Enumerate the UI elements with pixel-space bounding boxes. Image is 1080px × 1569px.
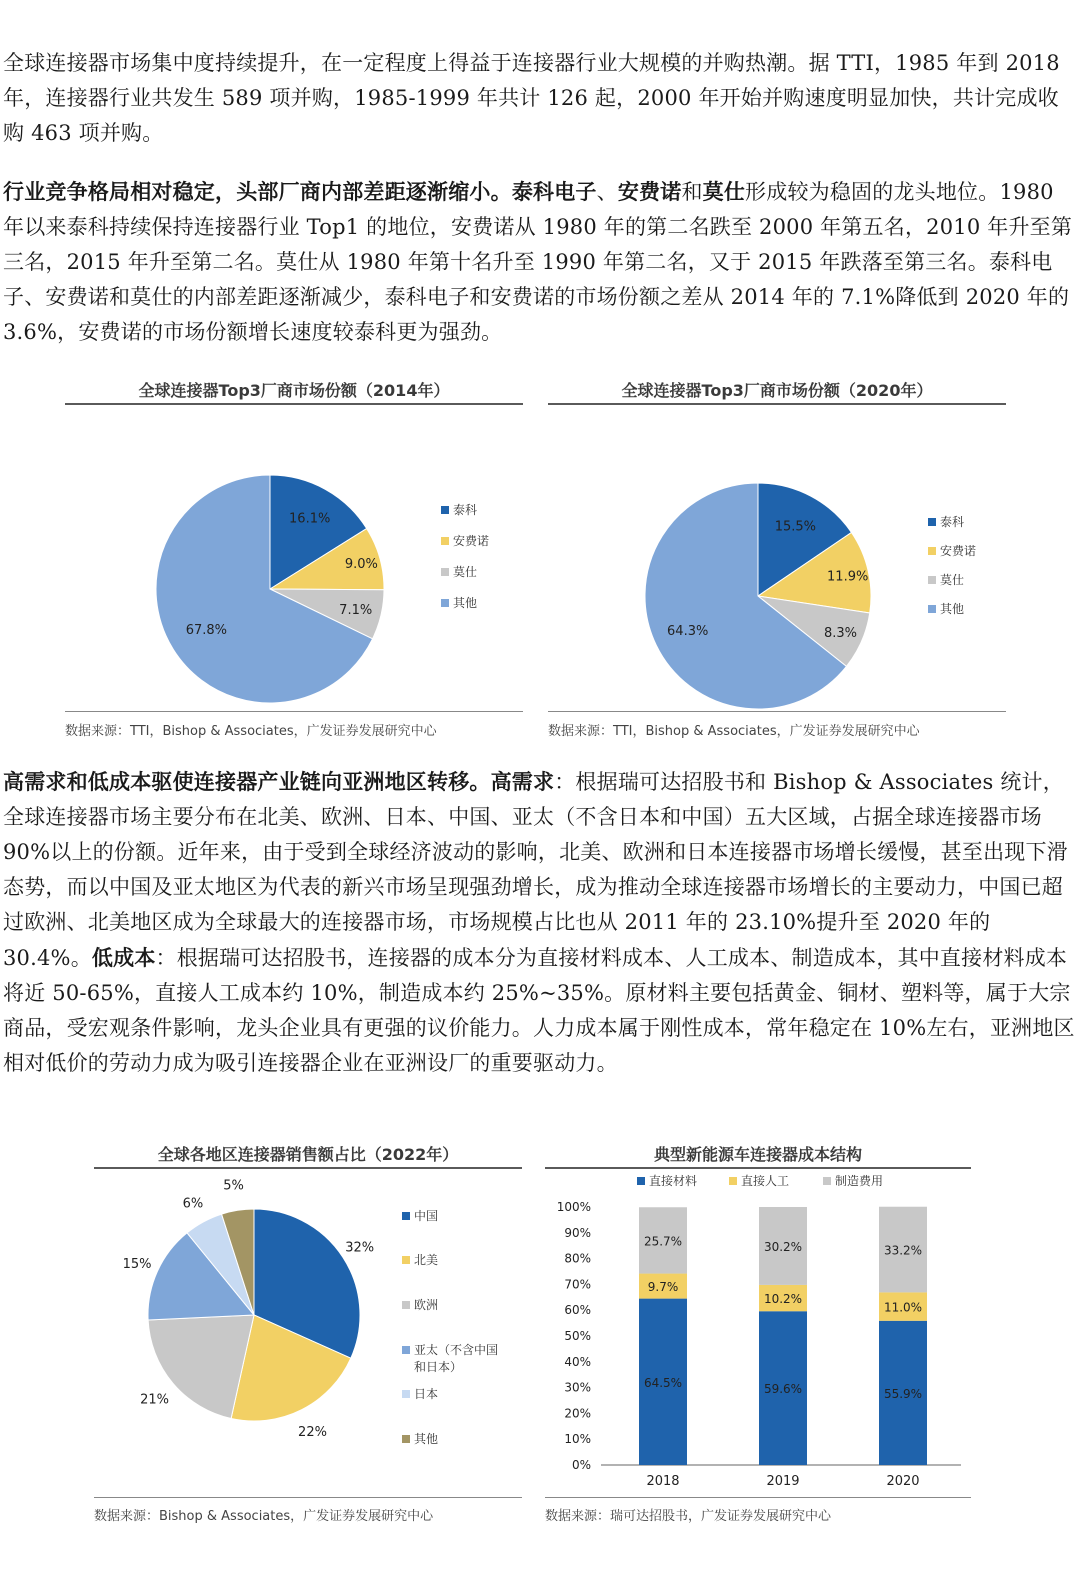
paragraph-text: ：根据瑞可达招股书，连接器的成本分为直接材料成本、人工成本、制造成本，其中直接材料成本将近 50-65%，直接人工成本约 10%，制造成本约 25%~35%。原材料主要包括黄金、铜材、塑料等，属于大宗商品，受宏观条件影响，龙头企业具有更强的议价能力。人力成本属于刚性成本，常年稳定在 10%左右，亚洲地区相对低价的劳动力成为吸引连接器企业在亚洲设厂的重要驱动力。: [3, 946, 1075, 1075]
text-sep: 、: [596, 180, 618, 204]
data-label: 6%: [182, 1196, 204, 1212]
legend-swatch: [928, 518, 936, 526]
legend-item: 其他: [940, 602, 965, 616]
legend-swatch: [729, 1177, 737, 1185]
legend-item: 其他: [453, 596, 478, 610]
paragraph-lead: 高需求和低成本驱使连接器产业链向亚洲地区转移。: [3, 769, 491, 794]
pie-slices: [156, 475, 384, 703]
source-rule: [94, 1497, 522, 1498]
legend-swatch: [402, 1346, 410, 1354]
bar-data-label: 55.9%: [883, 1386, 923, 1401]
data-label: 67.8%: [185, 622, 228, 638]
text-sep: 和: [681, 180, 703, 204]
legend-item: 其他: [414, 1432, 439, 1446]
data-label: 64.3%: [667, 623, 709, 639]
paragraph-text: 形成较为稳固的龙头地位。1980 年以来泰科持续保持连接器行业 Top1 的地位，安费诺从 1980 年的第二名跌至 2000 年第五名，2010 年升至第三名，2015 年升至第二名。莫仕从 1980 年第十名升至 1990 年第二名，又于 2015 年跌落至第三名。泰科电子、安费诺和莫仕的内部差距逐渐减少，泰科电子和安费诺的市场份额之差从 2014 年的 7.1%降低到 2020 年的 3.6%，安费诺的市场份额增长速度较泰科更为强劲。: [3, 180, 1073, 344]
data-label: 7.1%: [339, 603, 373, 618]
source-rule: [545, 1497, 971, 1498]
company-molex: 莫仕: [702, 179, 746, 204]
company-tyco: 泰科电子: [511, 179, 597, 204]
data-label: 9.0%: [344, 557, 378, 573]
paragraph-lead: 行业竞争格局相对稳定，头部厂商内部差距逐渐缩小。: [3, 179, 512, 204]
paragraph-text: 全球连接器市场集中度持续提升，在一定程度上得益于连接器行业大规模的并购热潮。据 TTI，1985 年到 2018 年，连接器行业共发生 589 项并购，1985-1999 年共计 126 起，2000 年开始并购速度明显加快，共计完成收购 463 项并购。: [3, 51, 1060, 145]
figure-cost-structure: [545, 1140, 971, 1530]
y-tick-label: 40%: [564, 1354, 591, 1369]
data-label: 5%: [223, 1178, 244, 1194]
chart-title: 全球各地区连接器销售额占比（2022年）: [157, 1145, 459, 1164]
y-tick-label: 100%: [556, 1200, 591, 1214]
data-label: 22%: [298, 1425, 327, 1441]
stacked-bar-chart: [545, 1170, 971, 1497]
legend-swatch: [441, 599, 449, 607]
pie-chart-regions: [94, 1170, 522, 1495]
x-tick-label: 2018: [646, 1474, 680, 1489]
x-axis: [646, 1474, 919, 1489]
y-tick-label: 30%: [564, 1380, 591, 1395]
chart-source: 数据来源：瑞可达招股书，广发证券发展研究中心: [545, 1509, 832, 1524]
legend-swatch: [402, 1212, 410, 1220]
bar-series: [639, 1207, 927, 1465]
legend-swatch: [823, 1177, 831, 1185]
legend-item: 泰科: [940, 515, 965, 529]
figure-pie-regions: [94, 1140, 522, 1530]
bar-data-label: 9.7%: [647, 1280, 679, 1295]
chart-legend: [928, 514, 976, 616]
chart-legend: [402, 1208, 498, 1446]
legend-swatch: [441, 537, 449, 545]
x-tick-label: 2020: [886, 1474, 920, 1489]
bar-data-label: 11.0%: [883, 1300, 923, 1315]
legend-item: 欧洲: [414, 1298, 439, 1312]
legend-swatch: [637, 1177, 645, 1185]
legend-item: 安费诺: [453, 534, 490, 548]
keyword-high-demand: 高需求: [490, 769, 555, 794]
legend-item: 安费诺: [940, 544, 977, 558]
title-rule: [65, 403, 523, 405]
data-label: 15%: [122, 1256, 152, 1272]
bar-data-label: 64.5%: [643, 1375, 683, 1390]
company-amphenol: 安费诺: [617, 179, 682, 204]
legend-swatch: [402, 1435, 410, 1443]
data-label: 8.3%: [823, 626, 858, 641]
chart-legend: [637, 1173, 883, 1188]
legend-swatch: [441, 568, 449, 576]
legend-item: 日本: [414, 1387, 439, 1401]
data-label: 32%: [345, 1240, 375, 1256]
paragraph-mna: [3, 46, 1075, 151]
chart-source: 数据来源：TTI，Bishop & Associates，广发证券发展研究中心: [65, 724, 437, 739]
legend-swatch: [928, 576, 936, 584]
legend-item: 北美: [414, 1253, 439, 1267]
legend-item: 直接人工: [741, 1174, 790, 1188]
y-tick-label: 0%: [571, 1458, 591, 1472]
legend-item: 制造费用: [835, 1174, 884, 1188]
source-rule: [65, 711, 523, 712]
legend-swatch: [441, 506, 449, 514]
legend-item: 亚太（不含中国和日本）: [414, 1343, 499, 1374]
source-rule: [548, 711, 1006, 712]
keyword-low-cost: 低成本: [91, 945, 156, 970]
data-label: 15.5%: [774, 519, 817, 535]
legend-swatch: [928, 547, 936, 555]
bar-data-label: 59.6%: [763, 1382, 803, 1397]
bar-data-label: 33.2%: [883, 1243, 923, 1258]
legend-swatch: [402, 1390, 410, 1398]
chart-legend: [441, 502, 489, 610]
figure-pie-2020: [548, 376, 1006, 746]
pie-slices: [645, 483, 871, 709]
legend-item: 直接材料: [649, 1174, 698, 1188]
title-rule: [94, 1167, 522, 1169]
chart-source: 数据来源：Bishop & Associates，广发证券发展研究中心: [94, 1509, 434, 1524]
y-tick-label: 80%: [564, 1251, 591, 1266]
pie-slices: [148, 1209, 360, 1421]
legend-swatch: [402, 1256, 410, 1264]
title-rule: [545, 1167, 971, 1169]
pie-chart-2014: [65, 406, 523, 726]
bar-data-label: 25.7%: [643, 1234, 683, 1249]
title-rule: [548, 403, 1006, 405]
legend-swatch: [402, 1301, 410, 1309]
chart-title: 全球连接器Top3厂商市场份额（2014年）: [138, 381, 450, 400]
bar-data-label: 10.2%: [763, 1292, 803, 1307]
y-tick-label: 20%: [564, 1406, 591, 1421]
legend-item: 莫仕: [453, 565, 478, 579]
legend-swatch: [928, 605, 936, 613]
legend-item: 中国: [414, 1209, 439, 1223]
chart-source: 数据来源：TTI，Bishop & Associates，广发证券发展研究中心: [548, 724, 920, 739]
y-tick-label: 90%: [564, 1225, 591, 1240]
figure-pie-2014: [65, 376, 523, 746]
x-tick-label: 2019: [766, 1474, 800, 1489]
legend-item: 莫仕: [940, 573, 965, 587]
chart-title: 典型新能源车连接器成本结构: [653, 1145, 862, 1164]
paragraph-text: ：根据瑞可达招股书和 Bishop & Associates 统计，全球连接器市场主要分布在北美、欧洲、日本、中国、亚太（不含日本和中国）五大区域，占据全球连接器市场 90%以上的份额。近年来，由于受到全球经济波动的影响，北美、欧洲和日本连接器市场增长缓慢，甚至出现下滑态势，而以中国及亚太地区为代表的新兴市场呈现强劲增长，成为推动全球连接器市场增长的主要动力，中国已超过欧洲、北美地区成为全球最大的连接器市场，市场规模占比也从 2011 年的 23.10%提升至 2020 年的 30.4%。: [3, 770, 1068, 970]
y-tick-label: 70%: [564, 1277, 591, 1292]
data-label: 21%: [140, 1392, 170, 1408]
pie-chart-2020: [548, 406, 1006, 726]
y-tick-label: 50%: [564, 1329, 591, 1343]
bar-data-label: 30.2%: [763, 1239, 803, 1254]
data-label: 11.9%: [827, 569, 869, 585]
paragraph-competition: [3, 174, 1075, 350]
y-tick-label: 10%: [564, 1432, 591, 1447]
legend-item: 泰科: [453, 503, 478, 517]
paragraph-asia-shift: [3, 764, 1075, 1081]
y-tick-label: 60%: [564, 1303, 591, 1318]
data-label: 16.1%: [289, 511, 331, 527]
chart-title: 全球连接器Top3厂商市场份额（2020年）: [621, 381, 933, 400]
